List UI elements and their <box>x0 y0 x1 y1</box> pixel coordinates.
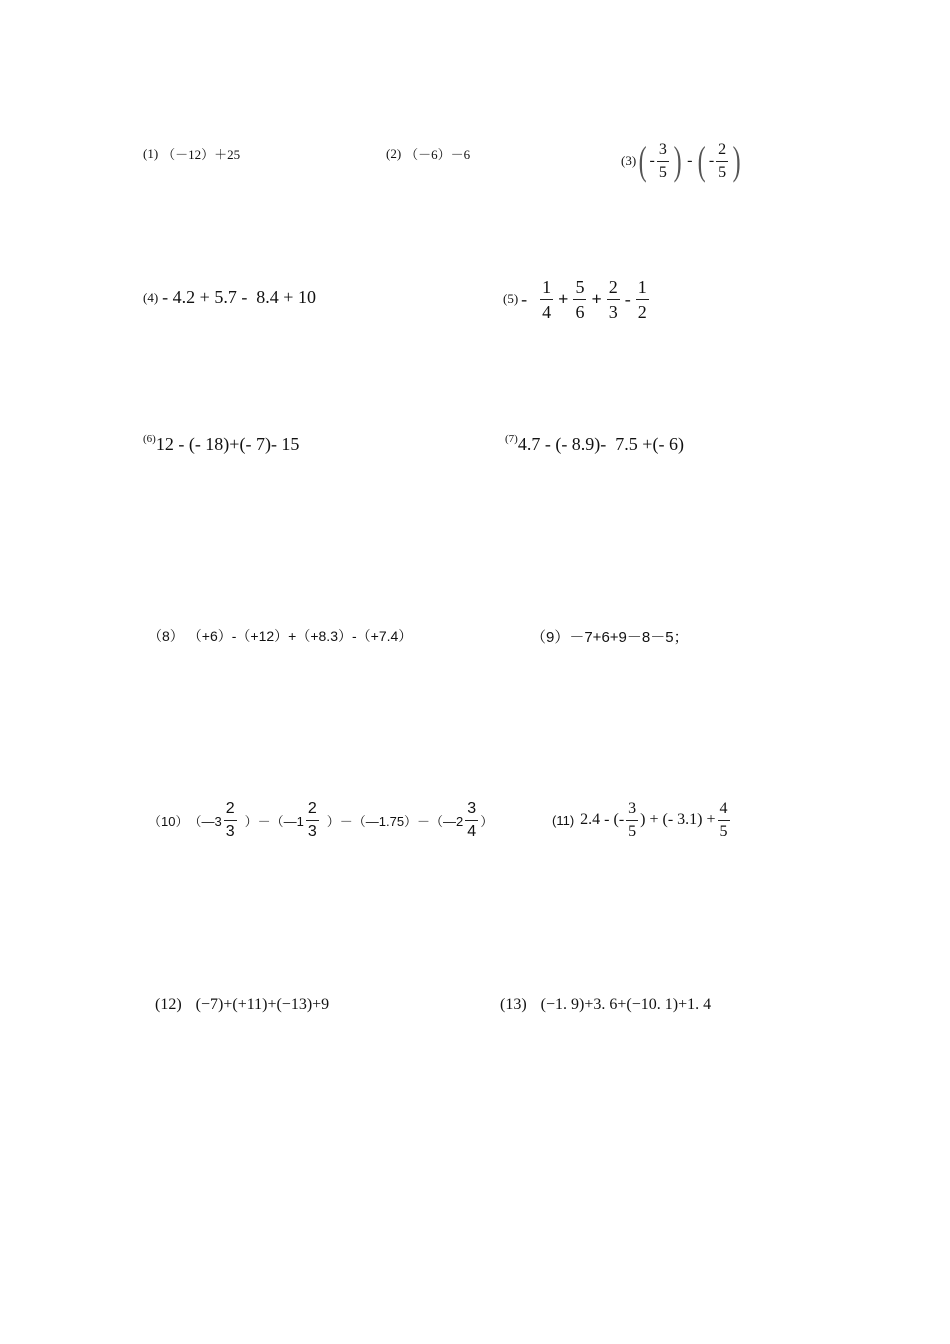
fraction <box>626 801 638 840</box>
problem-12 <box>155 996 329 1014</box>
denominator: 5 <box>628 822 637 840</box>
numerator: 1 <box>636 278 649 300</box>
problem-11 <box>552 796 732 844</box>
minus-sign: - <box>649 152 655 169</box>
denominator: 2 <box>637 301 647 322</box>
problem-3-label: (3) <box>621 153 637 168</box>
denominator: 3 <box>225 822 235 840</box>
numerator: 1 <box>540 278 553 300</box>
expression-part: 2.4 - (- <box>580 811 625 828</box>
problem-8-label: （8） <box>148 628 184 644</box>
problem-4 <box>143 287 316 308</box>
fraction <box>657 142 669 181</box>
numerator: 3 <box>657 142 669 162</box>
numerator: 2 <box>716 142 728 162</box>
problem-10-label: （10） <box>148 813 189 829</box>
problem-13-label: (13) <box>500 996 527 1013</box>
problem-9-expression: －7+6+9－8－5； <box>569 629 689 646</box>
problem-12-label: (12) <box>155 996 182 1013</box>
denominator: 3 <box>307 822 317 840</box>
fraction <box>607 278 620 321</box>
numerator: 4 <box>718 801 730 821</box>
problem-13-expression: (−1. 9)+3. 6+(−10. 1)+1. 4 <box>540 996 712 1013</box>
fraction <box>306 801 319 840</box>
denominator: 3 <box>608 301 618 322</box>
problem-8 <box>148 626 412 646</box>
right-paren: ) <box>732 138 741 183</box>
fraction <box>636 278 649 321</box>
problem-11-label: (11) <box>552 812 575 828</box>
problem-7-expression: 4.7 - (- 8.9)- 7.5 +(- 6) <box>517 434 684 454</box>
left-paren: ( <box>698 138 707 183</box>
problem-7 <box>505 434 684 455</box>
problem-9 <box>531 626 689 647</box>
expression-part: ）－（—1.75）－（—2 <box>326 813 464 829</box>
numerator: 2 <box>306 801 319 821</box>
problem-6 <box>143 434 299 455</box>
numerator: 3 <box>465 801 478 821</box>
denominator: 6 <box>575 301 585 322</box>
problem-1-expression: （－12）＋25 <box>162 147 241 162</box>
fraction <box>465 801 478 840</box>
numerator: 5 <box>573 278 586 300</box>
plus-sign: + <box>591 288 602 309</box>
numerator: 3 <box>626 801 638 821</box>
right-paren: ) <box>673 138 682 183</box>
problem-1-label: (1) <box>143 145 159 161</box>
minus-sign: - <box>708 152 715 169</box>
problem-7-label: (7) <box>505 432 518 445</box>
problem-2-expression: （－6）－6 <box>405 147 471 162</box>
denominator: 4 <box>542 301 552 322</box>
denominator: 4 <box>467 822 477 840</box>
expression-part: （—3 <box>188 813 222 829</box>
denominator: 5 <box>718 163 727 181</box>
expression-part: ） <box>480 813 494 829</box>
fraction <box>224 801 237 840</box>
fraction <box>540 278 553 321</box>
expression-part: ) + (- 3.1) + <box>640 811 716 828</box>
minus-sign: - <box>687 152 693 169</box>
problem-12-expression: (−7)+(+11)+(−13)+9 <box>195 996 330 1013</box>
problem-4-label: (4) <box>143 289 159 305</box>
problem-5-label: (5) <box>503 291 519 306</box>
problem-2 <box>386 144 470 163</box>
fraction <box>573 278 586 321</box>
denominator: 5 <box>719 822 728 840</box>
problem-13 <box>500 996 711 1014</box>
numerator: 2 <box>607 278 620 300</box>
minus-sign: - <box>624 288 631 309</box>
minus-sign: - <box>521 288 528 309</box>
problem-4-expression: - 4.2 + 5.7 - 8.4 + 10 <box>162 287 316 307</box>
problem-2-label: (2) <box>386 145 402 161</box>
numerator: 2 <box>224 801 237 821</box>
problem-3 <box>621 136 743 186</box>
expression-part: ）－（—1 <box>244 813 304 829</box>
problem-6-expression: 12 - (- 18)+(- 7)- 15 <box>155 434 300 454</box>
problem-5 <box>503 274 651 324</box>
fraction <box>718 801 730 840</box>
denominator: 5 <box>658 163 667 181</box>
problem-10 <box>148 796 493 844</box>
left-paren: ( <box>638 138 647 183</box>
problem-1 <box>143 144 240 163</box>
problem-9-label: （9） <box>531 629 570 646</box>
problem-8-expression: （+6）-（+12）+（+8.3）-（+7.4） <box>187 628 413 644</box>
problem-6-label: (6) <box>143 432 156 445</box>
plus-sign: + <box>558 288 569 309</box>
fraction <box>716 142 728 181</box>
